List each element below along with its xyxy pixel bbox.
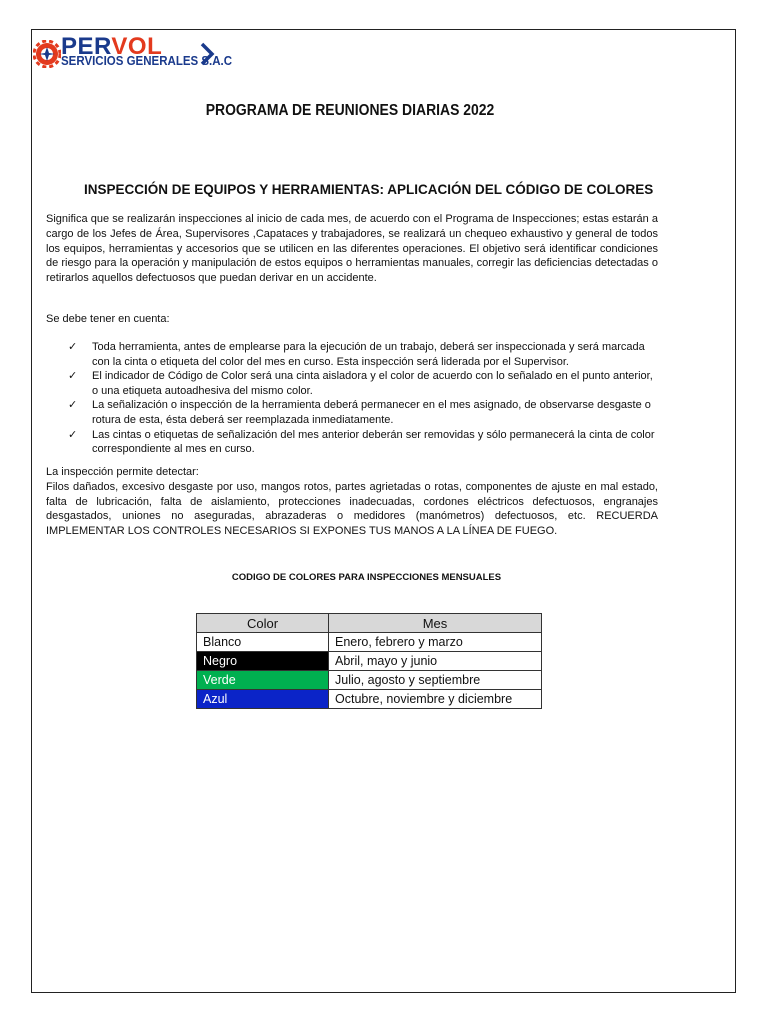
- paragraph-description: Significa que se realizarán inspecciones al inicio de cada mes, de acuerdo con el Programa de Inspecciones; estas estarán a cargo de los Jefes de Área, Supervisores ,Capataces y trabajadores, se realizará un chequeo exhaustivo y general de todos los equipos, herramientas y accesorios que se utilicen en las diferentes operaciones. El objetivo será identificar condiciones de riesgo para la operación y manipulación de estos equipos o herramientas manuales, corregir las deficiencias detectadas o retirarlos aquellos defectuosos que puedan derivar en un accidente.: [46, 213, 658, 285]
- list-item: ✓ La señalización o inspección de la herramienta deberá permanecer en el mes asignado, de observarse desgaste o rotura de esta, ésta deberá ser reemplazada inmediatamente.: [68, 399, 651, 426]
- detection-lead: La inspección permite detectar:: [46, 466, 199, 478]
- company-logo: [33, 33, 233, 74]
- list-item: ✓ Las cintas o etiquetas de señalización del mes anterior deberán ser removidas y sólo permanecerá la cinta de color correspondiente al mes en curso.: [68, 428, 655, 456]
- checkmark-icon: ✓: [68, 370, 78, 383]
- logo-subtitle: SERVICIOS GENERALES S.A.C: [61, 54, 233, 68]
- header-mes: Mes: [329, 614, 542, 633]
- checkmark-icon: ✓: [68, 399, 78, 412]
- month-cell: Abril, mayo y junio: [329, 652, 542, 671]
- checklist: [64, 340, 658, 457]
- table-row: [197, 671, 542, 690]
- month-cell: Enero, febrero y marzo: [329, 633, 542, 652]
- list-item: ✓ El indicador de Código de Color será una cinta aisladora y el color de acuerdo con lo señalado en el punto anterior, o una etiqueta autoadhesiva del mismo color.: [68, 370, 653, 397]
- color-cell: Azul: [197, 690, 329, 709]
- month-cell: Julio, agosto y septiembre: [329, 671, 542, 690]
- table-header-row: [197, 614, 542, 633]
- table-row: [197, 633, 542, 652]
- logo-brand: PERVOL: [61, 33, 163, 60]
- checklist-intro: Se debe tener en cuenta:: [46, 313, 170, 325]
- document-title: PROGRAMA DE REUNIONES DIARIAS 2022: [205, 102, 495, 119]
- header-color: Color: [197, 614, 329, 633]
- checkmark-icon: ✓: [68, 341, 78, 353]
- month-cell: Octubre, noviembre y diciembre: [329, 690, 542, 709]
- list-item: ✓ Toda herramienta, antes de emplearse para la ejecución de un trabajo, deberá ser inspeccionada y será marcada con la cinta o etiqueta del color del mes en curso. Esta inspección será liderada por el Supervisor.: [68, 341, 645, 368]
- section-subtitle: INSPECCIÓN DE EQUIPOS Y HERRAMIENTAS: APLICACIÓN DEL CÓDIGO DE COLORES: [84, 182, 654, 197]
- color-code-table: [196, 613, 542, 709]
- color-cell: Negro: [197, 652, 329, 671]
- checkmark-icon: ✓: [68, 428, 78, 441]
- color-cell: Blanco: [197, 633, 329, 652]
- table-caption: CODIGO DE COLORES PARA INSPECCIONES MENSUALES: [231, 572, 502, 583]
- detection-body: Filos dañados, excesivo desgaste por uso, mangos rotos, partes agrietadas o rotas, componentes de ajuste en mal estado, falta de lubricación, falta de aislamiento, protecciones inadecuadas, cordones eléctricos defectuosos, engranajes desgastados, uniones no aseguradas, abrazaderas o medidores (manómetros) defectuosos, etc. RECUERDA IMPLEMENTAR LOS CONTROLES NECESARIOS SI EXPONES TUS MANOS A LA LÍNEA DE FUEGO.: [46, 480, 658, 538]
- table-row: [197, 652, 542, 671]
- table-row: [197, 690, 542, 709]
- gear-icon: [33, 40, 61, 68]
- paragraph-detection: [46, 465, 658, 539]
- color-cell: Verde: [197, 671, 329, 690]
